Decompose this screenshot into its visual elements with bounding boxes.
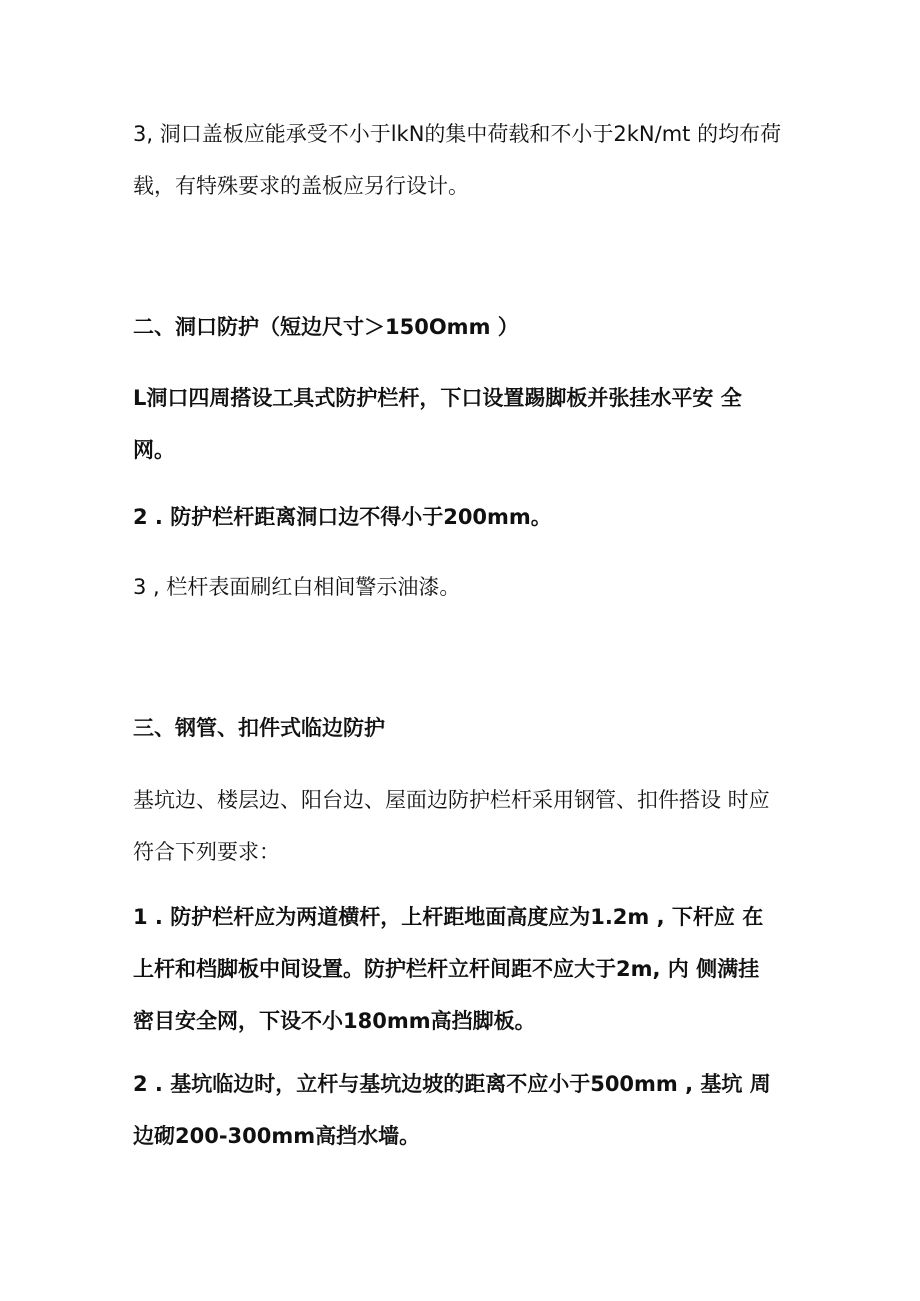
paragraph-pit-edge xyxy=(133,1058,798,1162)
paragraph-railing-rules xyxy=(133,891,798,1047)
text-line: 2 . 防护栏杆距离洞口边不得小于200mm。 xyxy=(133,505,552,529)
text-line: 网。 xyxy=(133,438,175,462)
section-heading-steel-pipe-protection xyxy=(133,702,798,754)
text-line: 1 . 防护栏杆应为两道横杆，上杆距地面高度应为1.2m , 下杆应 在 xyxy=(133,905,764,929)
heading-text: 三、钢管、扣件式临边防护 xyxy=(133,716,385,740)
text-line: 上杆和档脚板中间设置。防护栏杆立杆间距不应大于2m, 内 侧满挂 xyxy=(133,957,760,981)
text-line: 密目安全网，下设不小180mm高挡脚板。 xyxy=(133,1009,536,1033)
text-line: 载，有特殊要求的盖板应另行设计。 xyxy=(133,174,469,198)
text-line: 3, 洞口盖板应能承受不小于lkN的集中荷载和不小于2kN∕mt 的均布荷 xyxy=(133,122,782,146)
text-line: 基坑边、楼层边、阳台边、屋面边防护栏杆采用钢管、扣件搭设 时应 xyxy=(133,788,770,812)
text-line: 符合下列要求： xyxy=(133,840,280,864)
text-line: 边砌200-300mm高挡水墙。 xyxy=(133,1124,421,1148)
text-line: 2 . 基坑临边时，立杆与基坑边坡的距离不应小于500mm , 基坑 周 xyxy=(133,1072,771,1096)
paragraph-railing-distance xyxy=(133,491,798,543)
heading-text: 二、洞口防护（短边尺寸＞150Omm ） xyxy=(133,315,519,339)
paragraph-railing-setup xyxy=(133,372,798,476)
paragraph-edge-requirements xyxy=(133,774,798,878)
paragraph-railing-paint xyxy=(133,561,798,613)
section-heading-opening-protection xyxy=(133,301,798,353)
text-line: L洞口四周搭设工具式防护栏杆，下口设置踢脚板并张挂水平安 全 xyxy=(133,386,742,410)
paragraph-cover-load xyxy=(133,108,798,212)
text-line: 3 , 栏杆表面刷红白相间警示油漆。 xyxy=(133,575,461,599)
